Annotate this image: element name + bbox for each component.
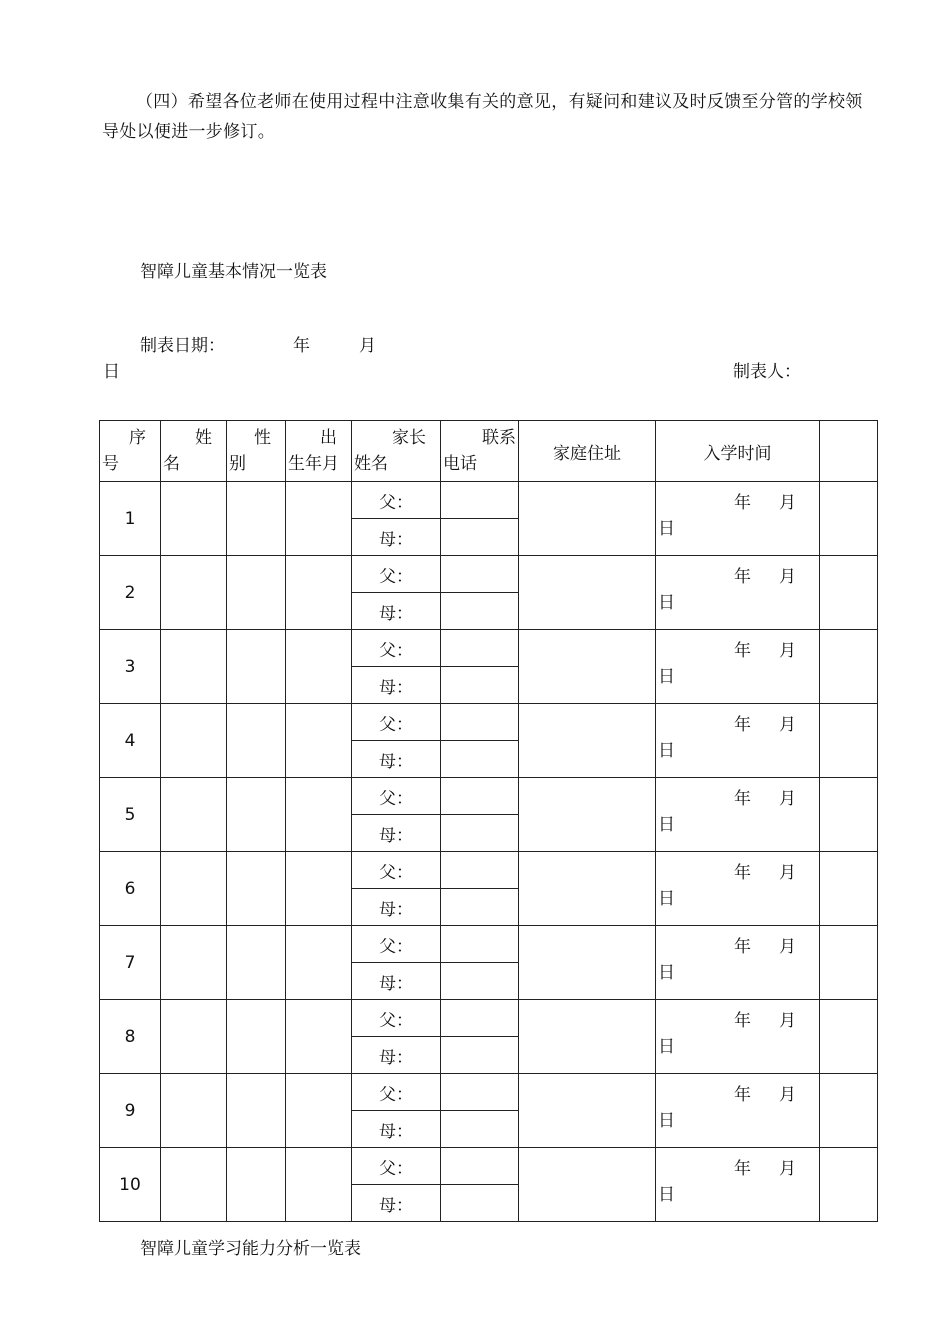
enroll-year-label: 年: [734, 1011, 751, 1031]
address-cell[interactable]: [519, 704, 656, 778]
student-name-cell[interactable]: [161, 1000, 227, 1074]
header-seq: 序 号: [100, 421, 161, 482]
enroll-year-label: 年: [734, 641, 751, 661]
enroll-year-label: 年: [734, 567, 751, 587]
blank-cell[interactable]: [820, 1148, 878, 1222]
father-phone-cell[interactable]: [441, 704, 519, 741]
address-cell[interactable]: [519, 1074, 656, 1148]
father-phone-cell[interactable]: [441, 556, 519, 593]
enroll-year-label: 年: [734, 789, 751, 809]
mother-phone-cell[interactable]: [441, 963, 519, 1000]
mother-phone-cell[interactable]: [441, 889, 519, 926]
student-name-cell[interactable]: [161, 630, 227, 704]
mother-phone-cell[interactable]: [441, 741, 519, 778]
enroll-day-label: 日: [658, 815, 675, 835]
father-label: 父：: [352, 852, 441, 889]
birth-cell[interactable]: [286, 630, 352, 704]
header-parent-name: 家长 姓名: [352, 421, 441, 482]
enroll-month-label: 月: [779, 937, 796, 957]
header-birth: 出 生年月: [286, 421, 352, 482]
enroll-date-cell[interactable]: [656, 1074, 820, 1148]
table-row: [100, 1000, 878, 1037]
father-phone-cell[interactable]: [441, 630, 519, 667]
student-name-cell[interactable]: [161, 1074, 227, 1148]
enroll-month-label: 月: [779, 863, 796, 883]
enroll-date-cell[interactable]: [656, 852, 820, 926]
row-number: 4: [100, 704, 161, 778]
enroll-year-label: 年: [734, 1159, 751, 1179]
blank-cell[interactable]: [820, 556, 878, 630]
row-number: 3: [100, 630, 161, 704]
enroll-date-cell[interactable]: [656, 482, 820, 556]
enroll-date-cell[interactable]: [656, 1000, 820, 1074]
address-cell[interactable]: [519, 1000, 656, 1074]
row-number: 7: [100, 926, 161, 1000]
header-address: 家庭住址: [519, 421, 656, 482]
enroll-date-cell[interactable]: [656, 556, 820, 630]
gender-cell[interactable]: [227, 1148, 286, 1222]
father-label: 父：: [352, 1074, 441, 1111]
enroll-year-label: 年: [734, 493, 751, 513]
father-phone-cell[interactable]: [441, 482, 519, 519]
header-phone: 联系 电话: [441, 421, 519, 482]
birth-cell[interactable]: [286, 482, 352, 556]
header-enroll-date: 入学时间: [656, 421, 820, 482]
table-row: [100, 1074, 878, 1111]
table-row: [100, 852, 878, 889]
mother-label: 母：: [352, 1111, 441, 1148]
father-label: 父：: [352, 778, 441, 815]
father-phone-cell[interactable]: [441, 852, 519, 889]
student-name-cell[interactable]: [161, 778, 227, 852]
enroll-day-label: 日: [658, 741, 675, 761]
enroll-date-cell[interactable]: [656, 630, 820, 704]
table-row: [100, 630, 878, 667]
birth-cell[interactable]: [286, 778, 352, 852]
header-gender: 性 别: [227, 421, 286, 482]
student-name-cell[interactable]: [161, 556, 227, 630]
gender-cell[interactable]: [227, 1000, 286, 1074]
father-label: 父：: [352, 630, 441, 667]
student-roster-table: [99, 420, 878, 1222]
table-row: [100, 926, 878, 963]
address-cell[interactable]: [519, 482, 656, 556]
blank-cell[interactable]: [820, 926, 878, 1000]
birth-cell[interactable]: [286, 1148, 352, 1222]
table-row: [100, 704, 878, 741]
mother-label: 母：: [352, 963, 441, 1000]
birth-cell[interactable]: [286, 852, 352, 926]
address-cell[interactable]: [519, 630, 656, 704]
gender-cell[interactable]: [227, 556, 286, 630]
father-label: 父：: [352, 1000, 441, 1037]
father-label: 父：: [352, 556, 441, 593]
mother-label: 母：: [352, 741, 441, 778]
enroll-month-label: 月: [779, 715, 796, 735]
date-year-label: 年: [293, 336, 310, 356]
student-name-cell[interactable]: [161, 704, 227, 778]
blank-cell[interactable]: [820, 852, 878, 926]
mother-label: 母：: [352, 519, 441, 556]
father-label: 父：: [352, 482, 441, 519]
blank-cell[interactable]: [820, 1000, 878, 1074]
blank-cell[interactable]: [820, 482, 878, 556]
blank-cell[interactable]: [820, 778, 878, 852]
address-cell[interactable]: [519, 1148, 656, 1222]
intro-paragraph: （四）希望各位老师在使用过程中注意收集有关的意见，有疑问和建议及时反馈至分管的学校领导处以便进一步修订。: [102, 92, 863, 142]
gender-cell[interactable]: [227, 852, 286, 926]
enroll-month-label: 月: [779, 789, 796, 809]
enroll-date-cell[interactable]: [656, 778, 820, 852]
enroll-day-label: 日: [658, 1037, 675, 1057]
enroll-year-label: 年: [734, 1085, 751, 1105]
enroll-month-label: 月: [779, 1085, 796, 1105]
birth-cell[interactable]: [286, 1074, 352, 1148]
student-name-cell[interactable]: [161, 1148, 227, 1222]
mother-label: 母：: [352, 593, 441, 630]
student-name-cell[interactable]: [161, 926, 227, 1000]
birth-cell[interactable]: [286, 704, 352, 778]
enroll-month-label: 月: [779, 493, 796, 513]
date-day-label: 日: [103, 362, 120, 382]
header-row: [100, 421, 878, 482]
blank-cell[interactable]: [820, 1074, 878, 1148]
enroll-date-cell[interactable]: [656, 926, 820, 1000]
enroll-day-label: 日: [658, 667, 675, 687]
enroll-day-label: 日: [658, 963, 675, 983]
row-number: 2: [100, 556, 161, 630]
birth-cell[interactable]: [286, 926, 352, 1000]
enroll-day-label: 日: [658, 593, 675, 613]
next-table-title: 智障儿童学习能力分析一览表: [140, 1239, 361, 1259]
enroll-date-cell[interactable]: [656, 1148, 820, 1222]
enroll-month-label: 月: [779, 1159, 796, 1179]
gender-cell[interactable]: [227, 704, 286, 778]
enroll-day-label: 日: [658, 519, 675, 539]
row-number: 10: [100, 1148, 161, 1222]
mother-phone-cell[interactable]: [441, 1111, 519, 1148]
birth-cell[interactable]: [286, 556, 352, 630]
student-name-cell[interactable]: [161, 852, 227, 926]
mother-phone-cell[interactable]: [441, 1037, 519, 1074]
header-blank: [820, 421, 878, 482]
enroll-day-label: 日: [658, 1111, 675, 1131]
mother-label: 母：: [352, 815, 441, 852]
date-month-label: 月: [359, 336, 376, 356]
enroll-date-cell[interactable]: [656, 704, 820, 778]
enroll-month-label: 月: [779, 1011, 796, 1031]
mother-phone-cell[interactable]: [441, 815, 519, 852]
row-number: 5: [100, 778, 161, 852]
birth-cell[interactable]: [286, 1000, 352, 1074]
address-cell[interactable]: [519, 556, 656, 630]
enroll-month-label: 月: [779, 567, 796, 587]
mother-label: 母：: [352, 1185, 441, 1222]
father-phone-cell[interactable]: [441, 926, 519, 963]
blank-cell[interactable]: [820, 630, 878, 704]
address-cell[interactable]: [519, 852, 656, 926]
table-row: [100, 1148, 878, 1185]
header-name: 姓 名: [161, 421, 227, 482]
mother-phone-cell[interactable]: [441, 667, 519, 704]
father-phone-cell[interactable]: [441, 778, 519, 815]
enroll-day-label: 日: [658, 889, 675, 909]
gender-cell[interactable]: [227, 1074, 286, 1148]
table-row: [100, 482, 878, 519]
mother-label: 母：: [352, 889, 441, 926]
address-cell[interactable]: [519, 778, 656, 852]
gender-cell[interactable]: [227, 926, 286, 1000]
father-label: 父：: [352, 926, 441, 963]
gender-cell[interactable]: [227, 482, 286, 556]
gender-cell[interactable]: [227, 778, 286, 852]
father-label: 父：: [352, 704, 441, 741]
enroll-month-label: 月: [779, 641, 796, 661]
row-number: 1: [100, 482, 161, 556]
mother-label: 母：: [352, 667, 441, 704]
father-phone-cell[interactable]: [441, 1148, 519, 1185]
row-number: 6: [100, 852, 161, 926]
mother-phone-cell[interactable]: [441, 593, 519, 630]
row-number: 9: [100, 1074, 161, 1148]
address-cell[interactable]: [519, 926, 656, 1000]
date-label: 制表日期：: [140, 336, 225, 356]
father-phone-cell[interactable]: [441, 1074, 519, 1111]
blank-cell[interactable]: [820, 704, 878, 778]
maker-label: 制表人：: [733, 362, 801, 382]
enroll-year-label: 年: [734, 863, 751, 883]
table-row: [100, 556, 878, 593]
gender-cell[interactable]: [227, 630, 286, 704]
table-row: [100, 778, 878, 815]
row-number: 8: [100, 1000, 161, 1074]
father-label: 父：: [352, 1148, 441, 1185]
enroll-year-label: 年: [734, 715, 751, 735]
table-title: 智障儿童基本情况一览表: [140, 262, 327, 282]
student-name-cell[interactable]: [161, 482, 227, 556]
mother-label: 母：: [352, 1037, 441, 1074]
father-phone-cell[interactable]: [441, 1000, 519, 1037]
enroll-year-label: 年: [734, 937, 751, 957]
enroll-day-label: 日: [658, 1185, 675, 1205]
mother-phone-cell[interactable]: [441, 1185, 519, 1222]
mother-phone-cell[interactable]: [441, 519, 519, 556]
